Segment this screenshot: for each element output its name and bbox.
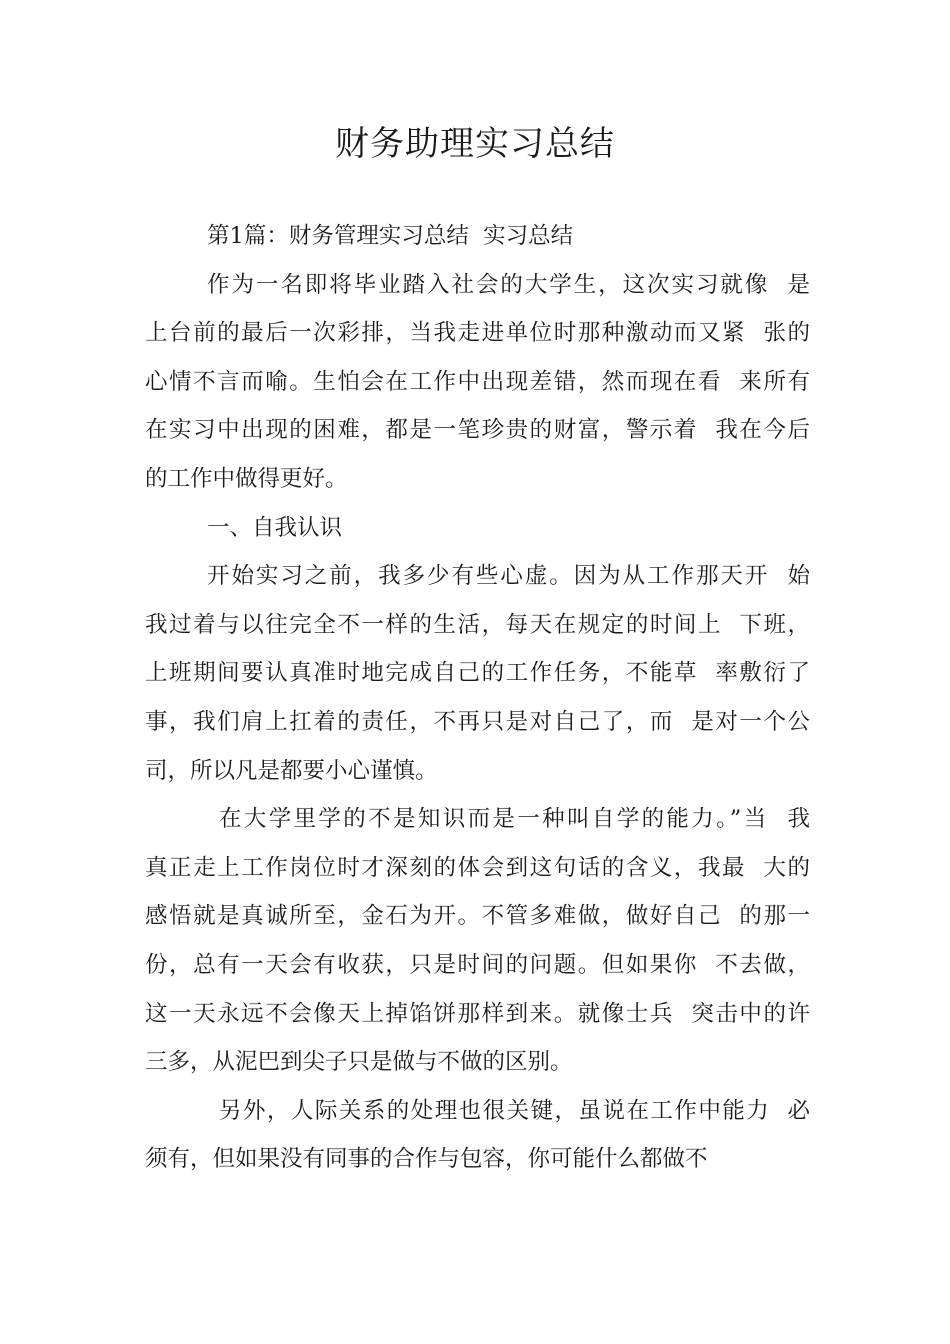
paragraph-line: 在大学里学的不是知识而是一种叫自学的能力。”当 我 — [219, 806, 810, 833]
paragraph-line: 另外，人际关系的处理也很关键，虽说在工作中能力 必 — [219, 1097, 810, 1124]
section-heading-chapter-1: 第1篇：财务管理实习总结 实习总结 — [207, 223, 574, 249]
paragraph-line: 须有，但如果没有同事的合作与包容，你可能什么都做不 — [145, 1146, 708, 1173]
paragraph-line: 的工作中做得更好。 — [145, 465, 348, 492]
paragraph-line: 这一天永远不会像天上掉馅饼那样到来。就像士兵 突击中的许 — [145, 1000, 810, 1027]
paragraph-line: 真正走上工作岗位时才深刻的体会到这句话的含义，我最 大的 — [145, 854, 810, 881]
paragraph-line: 份，总有一天会有收获，只是时间的问题。但如果你 不去做， — [145, 951, 810, 978]
paragraph-line: 三多，从泥巴到尖子只是做与不做的区别。 — [145, 1049, 573, 1076]
paragraph-line: 心情不言而喻。生怕会在工作中出现差错，然而现在看 来所有 — [145, 368, 810, 395]
paragraph-line: 上台前的最后一次彩排，当我走进单位时那种激动而又紧 张的 — [145, 320, 810, 347]
paragraph-line: 我过着与以往完全不一样的生活，每天在规定的时间上 下班， — [145, 611, 810, 638]
paragraph-line: 开始实习之前，我多少有些心虚。因为从工作那天开 始 — [207, 563, 810, 590]
paragraph-line: 感悟就是真诚所至，金石为开。不管多难做，做好自己 的那一 — [145, 903, 810, 930]
paragraph-line: 事，我们肩上扛着的责任，不再只是对自己了，而 是对一个公 — [145, 708, 810, 735]
section-heading-self-awareness: 一、自我认识 — [207, 514, 343, 541]
paragraph-line: 上班期间要认真准时地完成自己的工作任务，不能草 率敷衍了 — [145, 660, 810, 687]
paragraph-line: 司，所以凡是都要小心谨慎。 — [145, 757, 438, 784]
paragraph-line: 作为一名即将毕业踏入社会的大学生，这次实习就像 是 — [207, 271, 810, 298]
paragraph-line: 在实习中出现的困难，都是一笔珍贵的财富，警示着 我在今后 — [145, 417, 810, 444]
document-title: 财务助理实习总结 — [335, 124, 615, 164]
document-body — [145, 212, 810, 1184]
